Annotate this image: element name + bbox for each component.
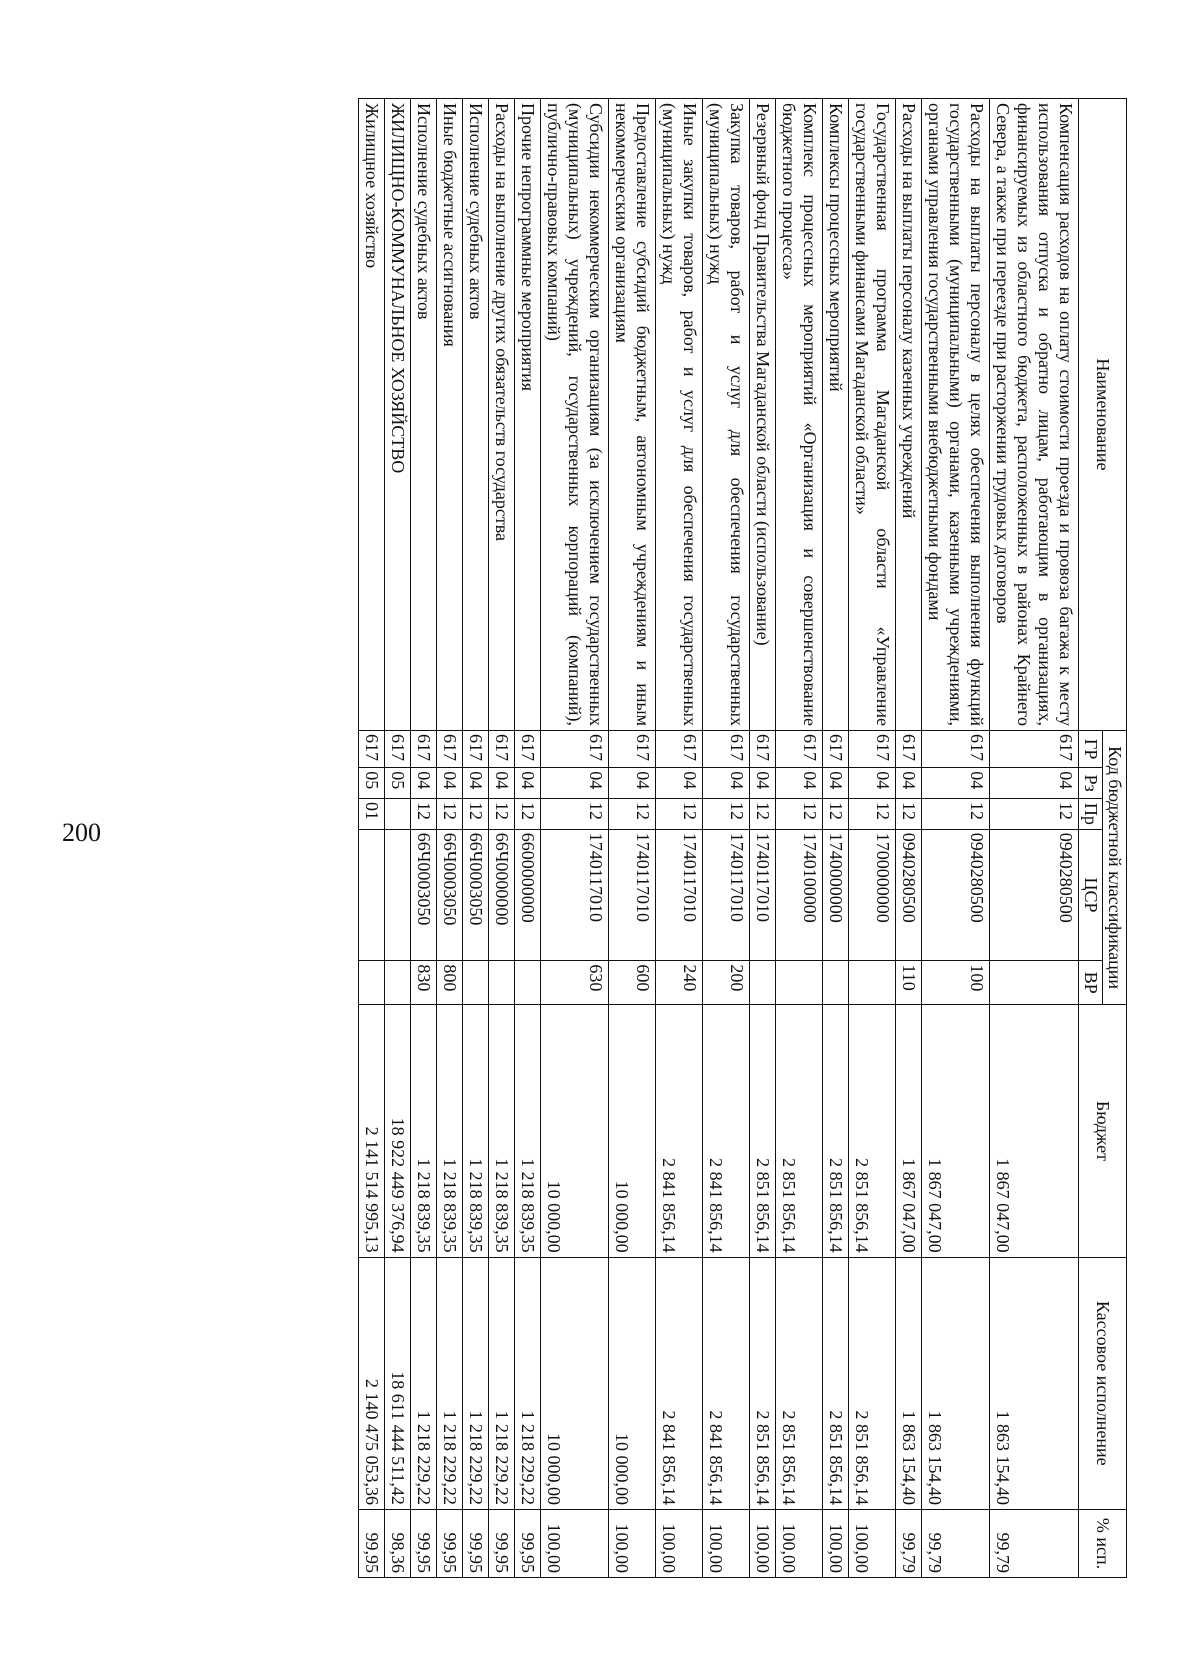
- cell-gr: 617: [703, 730, 750, 767]
- rotated-table-container: [107, 98, 1127, 1578]
- cell-budget: 2 841 856,14: [703, 1005, 750, 1257]
- table-row: [609, 99, 656, 1578]
- cell-gr: 617: [541, 730, 609, 767]
- cell-cash: 18 611 444 511,42: [385, 1257, 411, 1509]
- cell-pr: 12: [515, 798, 541, 829]
- cell-pct: 100,00: [849, 1509, 896, 1577]
- table-row: [411, 99, 437, 1578]
- cell-rz: 05: [359, 768, 385, 799]
- cell-budget: 10 000,00: [609, 1005, 656, 1257]
- cell-pr: 12: [609, 798, 656, 829]
- cell-name: Резервный фонд Правительства Магаданской области (использование): [750, 99, 776, 731]
- header-csr: ЦСР: [1079, 829, 1103, 961]
- cell-cash: 1 863 154,40: [922, 1257, 990, 1509]
- cell-gr: 617: [609, 730, 656, 767]
- cell-vr: [776, 961, 823, 1005]
- header-rz: Рз: [1079, 768, 1103, 799]
- cell-rz: 04: [896, 768, 922, 799]
- cell-budget: 10 000,00: [541, 1005, 609, 1257]
- header-row-1: [1103, 99, 1127, 1578]
- cell-cash: 1 218 229,22: [437, 1257, 463, 1509]
- cell-pct: 99,79: [990, 1509, 1079, 1577]
- cell-pct: 99,95: [359, 1509, 385, 1577]
- cell-name: Закупка товаров, работ и услуг для обеспечения государственных (муниципальных) нужд: [703, 99, 750, 731]
- cell-rz: 05: [385, 768, 411, 799]
- table-row: [437, 99, 463, 1578]
- cell-pr: 12: [990, 798, 1079, 829]
- cell-name: Расходы на выполнение других обязательств государства: [489, 99, 515, 731]
- cell-rz: 04: [656, 768, 703, 799]
- cell-csr: [385, 829, 411, 961]
- cell-rz: 04: [776, 768, 823, 799]
- budget-table: [358, 98, 1127, 1578]
- table-row: [849, 99, 896, 1578]
- header-vr: ВР: [1079, 961, 1103, 1005]
- cell-rz: 04: [515, 768, 541, 799]
- cell-pct: 99,95: [463, 1509, 489, 1577]
- cell-pct: 100,00: [609, 1509, 656, 1577]
- cell-budget: 1 867 047,00: [922, 1005, 990, 1257]
- cell-rz: 04: [437, 768, 463, 799]
- cell-vr: [823, 961, 849, 1005]
- cell-budget: 2 841 856,14: [656, 1005, 703, 1257]
- cell-name: Комплексы процессных мероприятий: [823, 99, 849, 731]
- cell-rz: 04: [541, 768, 609, 799]
- cell-gr: 617: [750, 730, 776, 767]
- cell-gr: 617: [463, 730, 489, 767]
- table-row: [656, 99, 703, 1578]
- cell-cash: 1 863 154,40: [896, 1257, 922, 1509]
- cell-pct: 98,36: [385, 1509, 411, 1577]
- table-row: [896, 99, 922, 1578]
- cell-gr: 617: [776, 730, 823, 767]
- cell-csr: 0940280500: [896, 829, 922, 961]
- cell-name: ЖИЛИЩНО-КОММУНАЛЬНОЕ ХОЗЯЙСТВО: [385, 99, 411, 731]
- cell-gr: 617: [411, 730, 437, 767]
- cell-pr: [385, 798, 411, 829]
- cell-pr: 12: [776, 798, 823, 829]
- cell-name: Государственная программа Магаданской области «Управление государственными финансами Магаданской области»: [849, 99, 896, 731]
- cell-budget: 2 851 856,14: [849, 1005, 896, 1257]
- cell-rz: 04: [489, 768, 515, 799]
- cell-cash: 2 851 856,14: [823, 1257, 849, 1509]
- table-row: [385, 99, 411, 1578]
- cell-csr: 1700000000: [849, 829, 896, 961]
- cell-vr: [489, 961, 515, 1005]
- table-row: [463, 99, 489, 1578]
- cell-budget: 2 851 856,14: [750, 1005, 776, 1257]
- page-number: 200: [62, 818, 101, 847]
- header-code-group: Код бюджетной классификации: [1103, 730, 1127, 1004]
- cell-cash: 2 851 856,14: [849, 1257, 896, 1509]
- cell-pct: 100,00: [823, 1509, 849, 1577]
- cell-cash: 10 000,00: [609, 1257, 656, 1509]
- cell-budget: 1 218 839,35: [463, 1005, 489, 1257]
- cell-rz: 04: [922, 768, 990, 799]
- cell-gr: 617: [437, 730, 463, 767]
- cell-csr: 0940280500: [990, 829, 1079, 961]
- header-pct: % исп.: [1079, 1509, 1127, 1577]
- cell-cash: 1 218 229,22: [489, 1257, 515, 1509]
- cell-vr: [463, 961, 489, 1005]
- cell-vr: 630: [541, 961, 609, 1005]
- cell-vr: 830: [411, 961, 437, 1005]
- cell-gr: 617: [849, 730, 896, 767]
- cell-pr: 12: [896, 798, 922, 829]
- cell-pr: 12: [463, 798, 489, 829]
- cell-pr: 12: [437, 798, 463, 829]
- cell-gr: 617: [489, 730, 515, 767]
- cell-vr: 240: [656, 961, 703, 1005]
- cell-gr: 617: [385, 730, 411, 767]
- cell-gr: 617: [990, 730, 1079, 767]
- cell-pr: 12: [541, 798, 609, 829]
- cell-cash: 1 218 229,22: [411, 1257, 437, 1509]
- cell-pct: 100,00: [703, 1509, 750, 1577]
- cell-cash: 2 851 856,14: [776, 1257, 823, 1509]
- cell-budget: 1 218 839,35: [489, 1005, 515, 1257]
- cell-vr: [990, 961, 1079, 1005]
- cell-csr: 66Ч0003050: [437, 829, 463, 961]
- cell-name: Иные бюджетные ассигнования: [437, 99, 463, 731]
- cell-name: Прочие непрограммные мероприятия: [515, 99, 541, 731]
- cell-budget: 2 851 856,14: [776, 1005, 823, 1257]
- cell-budget: 1 867 047,00: [896, 1005, 922, 1257]
- cell-gr: 617: [823, 730, 849, 767]
- cell-budget: 1 218 839,35: [411, 1005, 437, 1257]
- cell-gr: 617: [896, 730, 922, 767]
- cell-name: Компенсация расходов на оплату стоимости проезда и провоза багажа к месту использования отпуска и обратно лицам, работающим в организациях, финансируемых из областного бюджета, расположенных в районах Крайнего Севера, а также при переезде при расторжении трудовых договоров: [990, 99, 1079, 731]
- cell-csr: 1740100000: [776, 829, 823, 961]
- cell-gr: 617: [656, 730, 703, 767]
- table-row: [515, 99, 541, 1578]
- cell-csr: 1740117010: [750, 829, 776, 961]
- header-name: Наименование: [1079, 99, 1127, 731]
- cell-cash: 2 841 856,14: [656, 1257, 703, 1509]
- table-row: [922, 99, 990, 1578]
- cell-name: Субсидии некоммерческим организациям (за исключением государственных (муниципальных) учреждений, государственных корпораций (компаний), публично-правовых компаний): [541, 99, 609, 731]
- cell-csr: 1740000000: [823, 829, 849, 961]
- cell-csr: 0940280500: [922, 829, 990, 961]
- cell-cash: 10 000,00: [541, 1257, 609, 1509]
- cell-pct: 99,79: [922, 1509, 990, 1577]
- cell-vr: [515, 961, 541, 1005]
- cell-pct: 100,00: [656, 1509, 703, 1577]
- cell-gr: 617: [515, 730, 541, 767]
- cell-vr: 600: [609, 961, 656, 1005]
- cell-name: Исполнение судебных актов: [463, 99, 489, 731]
- cell-name: Предоставление субсидий бюджетным, автономным учреждениям и иным некоммерческим организациям: [609, 99, 656, 731]
- cell-vr: [849, 961, 896, 1005]
- cell-name: Иные закупки товаров, работ и услуг для обеспечения государственных (муниципальных) нужд: [656, 99, 703, 731]
- cell-cash: 1 218 229,22: [463, 1257, 489, 1509]
- cell-vr: [750, 961, 776, 1005]
- cell-cash: 2 841 856,14: [703, 1257, 750, 1509]
- table-row: [489, 99, 515, 1578]
- cell-cash: 2 140 475 053,36: [359, 1257, 385, 1509]
- cell-csr: 66Ч0000000: [489, 829, 515, 961]
- cell-budget: 2 851 856,14: [823, 1005, 849, 1257]
- table-row: [703, 99, 750, 1578]
- table-row: [750, 99, 776, 1578]
- cell-budget: 1 867 047,00: [990, 1005, 1079, 1257]
- cell-vr: 100: [922, 961, 990, 1005]
- header-pr: Пр: [1079, 798, 1103, 829]
- cell-name: Комплекс процессных мероприятий «Организация и совершенствование бюджетного процесса»: [776, 99, 823, 731]
- header-gr: ГР: [1079, 730, 1103, 767]
- cell-pct: 100,00: [541, 1509, 609, 1577]
- cell-name: Жилищное хозяйство: [359, 99, 385, 731]
- cell-gr: 617: [359, 730, 385, 767]
- cell-budget: 2 141 514 995,13: [359, 1005, 385, 1257]
- header-budget: Бюджет: [1079, 1005, 1127, 1257]
- cell-pct: 100,00: [750, 1509, 776, 1577]
- table-row: [990, 99, 1079, 1578]
- table-row: [359, 99, 385, 1578]
- cell-pr: 12: [849, 798, 896, 829]
- cell-vr: [359, 961, 385, 1005]
- cell-csr: 1740117010: [609, 829, 656, 961]
- cell-csr: 1740117010: [656, 829, 703, 961]
- cell-budget: 1 218 839,35: [437, 1005, 463, 1257]
- cell-csr: 66Ч0003050: [463, 829, 489, 961]
- cell-rz: 04: [609, 768, 656, 799]
- cell-name: Расходы на выплаты персоналу казенных учреждений: [896, 99, 922, 731]
- cell-name: Расходы на выплаты персоналу в целях обеспечения выполнения функций государственными (муниципальными) органами, казенными учреждениями, органами управления государственными внебюджетными фондами: [922, 99, 990, 731]
- cell-pr: 12: [922, 798, 990, 829]
- cell-pr: 12: [823, 798, 849, 829]
- header-cash: Кассовое исполнение: [1079, 1257, 1127, 1509]
- cell-pr: 12: [411, 798, 437, 829]
- cell-vr: 110: [896, 961, 922, 1005]
- cell-pct: 99,95: [489, 1509, 515, 1577]
- cell-pct: 99,95: [411, 1509, 437, 1577]
- cell-vr: 800: [437, 961, 463, 1005]
- cell-rz: 04: [990, 768, 1079, 799]
- cell-vr: [385, 961, 411, 1005]
- cell-csr: 1740117010: [703, 829, 750, 961]
- cell-rz: 04: [849, 768, 896, 799]
- table-row: [541, 99, 609, 1578]
- cell-csr: 1740117010: [541, 829, 609, 961]
- table-row: [776, 99, 823, 1578]
- cell-rz: 04: [823, 768, 849, 799]
- cell-pr: 01: [359, 798, 385, 829]
- table-body: [359, 99, 1079, 1578]
- cell-rz: 04: [750, 768, 776, 799]
- cell-pr: 12: [489, 798, 515, 829]
- cell-rz: 04: [411, 768, 437, 799]
- cell-gr: 617: [922, 730, 990, 767]
- cell-csr: 66Ч0003050: [411, 829, 437, 961]
- cell-pct: 99,95: [515, 1509, 541, 1577]
- cell-budget: 1 218 839,35: [515, 1005, 541, 1257]
- cell-pr: 12: [703, 798, 750, 829]
- cell-name: Исполнение судебных актов: [411, 99, 437, 731]
- cell-budget: 18 922 449 376,94: [385, 1005, 411, 1257]
- cell-pct: 99,95: [437, 1509, 463, 1577]
- cell-pct: 100,00: [776, 1509, 823, 1577]
- cell-pct: 99,79: [896, 1509, 922, 1577]
- cell-cash: 2 851 856,14: [750, 1257, 776, 1509]
- cell-rz: 04: [463, 768, 489, 799]
- cell-csr: 6600000000: [515, 829, 541, 961]
- cell-pr: 12: [750, 798, 776, 829]
- cell-cash: 1 863 154,40: [990, 1257, 1079, 1509]
- cell-vr: 200: [703, 961, 750, 1005]
- cell-pr: 12: [656, 798, 703, 829]
- cell-rz: 04: [703, 768, 750, 799]
- table-row: [823, 99, 849, 1578]
- cell-cash: 1 218 229,22: [515, 1257, 541, 1509]
- cell-csr: [359, 829, 385, 961]
